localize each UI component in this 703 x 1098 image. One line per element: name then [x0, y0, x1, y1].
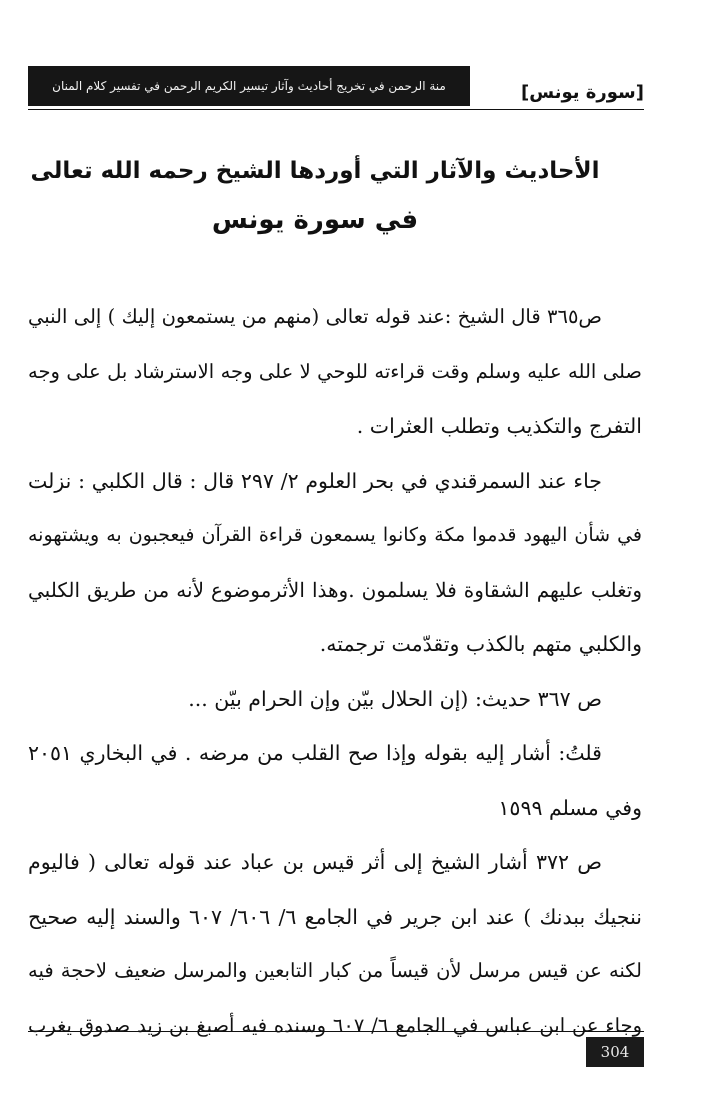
body-line: والكلبي متهم بالكذب وتقدّمت ترجمته. — [319, 632, 642, 656]
body-line: وتغلب عليهم الشقاوة فلا يسلمون .وهذا الأثرموضوع لأنه من طريق الكلبي — [28, 577, 642, 602]
section-title-line-2: في سورة يونس — [211, 205, 419, 235]
body-line: ص ٣٧٢ أشار الشيخ إلى أثر قيس بن عباد عند قوله تعالى ( فاليوم — [28, 850, 602, 874]
body-line: قلتُ: أشار إليه بقوله وإذا صح القلب من مرضه . في البخاري ٢٠٥١ — [28, 741, 602, 765]
body-line: ص ٣٦٧ حديث: (إن الحلال بيّن وإن الحرام بيّن ... — [188, 686, 602, 711]
body-line: ننجيك ببدنك ) عند ابن جرير في الجامع ٦/ ٦٠٦/ ٦٠٧ والسند إليه صحيح — [28, 904, 642, 929]
page-number: 304 — [586, 1037, 644, 1067]
body-line: وجاء عن ابن عباس في الجامع ٦/ ٦٠٧ وسنده فيه أصبغ بن زيد صدوق يغرب — [28, 1013, 642, 1037]
footer-divider — [28, 1031, 644, 1032]
body-line: ص٣٦٥ قال الشيخ :عند قوله تعالى (منهم من يستمعون إليك ) إلى النبي — [28, 305, 602, 328]
surah-label: [سورة يونس] — [521, 82, 644, 103]
running-header-book-title: منة الرحمن في تخريج أحاديث وآثار تيسير الكريم الرحمن في تفسير كلام المنان — [28, 66, 470, 106]
section-title-line-1: الأحاديث والآثار التي أوردها الشيخ رحمه الله تعالى — [30, 158, 600, 184]
body-line: التفرج والتكذيب وتطلب العثرات . — [356, 414, 642, 438]
body-line: صلى الله عليه وسلم وقت قراءته للوحي لا على وجه الاسترشاد بل على وجه — [28, 359, 642, 383]
body-text — [28, 290, 642, 1053]
header-divider — [28, 109, 644, 110]
body-line: في شأن اليهود قدموا مكة وكانوا يسمعون قراءة القرآن فيعجبون به ويشتهونه — [28, 524, 642, 546]
body-line: لكنه عن قيس مرسل لأن قيساً من كبار التابعين والمرسل ضعيف لاحجة فيه — [28, 959, 642, 982]
body-line: وفي مسلم ١٥٩٩ — [498, 795, 642, 820]
body-line: جاء عند السمرقندي في بحر العلوم ٢/ ٢٩٧ قال : قال الكلبي : نزلت — [28, 468, 602, 493]
